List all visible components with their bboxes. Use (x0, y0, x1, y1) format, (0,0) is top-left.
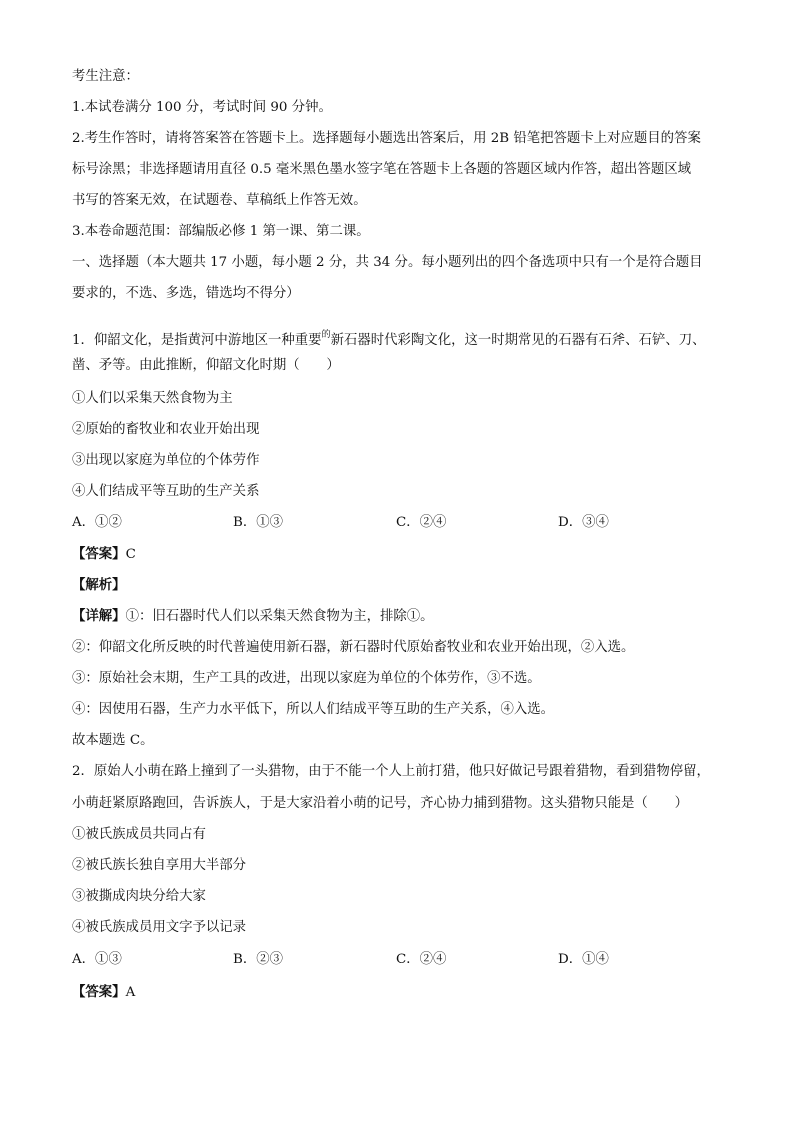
notice-item-2-line-2: 标号涂黑；非选择题请用直径 0.5 毫米黑色墨水签字笔在答题卡上各题的答题区域内作答，超出答题区域 (72, 162, 691, 177)
question-2-option-a: A．①③ (72, 952, 122, 967)
notice-title: 考生注意： (72, 69, 139, 84)
question-1-detail-4: ④：因使用石器，生产力水平低下，所以人们结成平等互助的生产关系，④入选。 (72, 702, 555, 717)
question-1-option-b: B．①③ (233, 515, 284, 530)
answer-label: 【答案】 (72, 984, 126, 1000)
answer-value: C (125, 547, 136, 562)
question-1-statement-2: ②原始的畜牧业和农业开始出现 (72, 422, 260, 437)
question-1-answer (72, 544, 734, 565)
notice-item-1: 1.本试卷满分 100 分，考试时间 90 分钟。 (72, 100, 332, 115)
detail-text-1: ①：旧石器时代人们以采集天然食物为主，排除①。 (125, 609, 434, 624)
question-2-statement-3: ③被撕成肉块分给大家 (72, 889, 206, 904)
question-2-option-b: B．②③ (233, 952, 284, 967)
notice-item-2-line-1: 2.考生作答时，请将答案答在答题卡上。选择题每小题选出答案后，用 2B 铅笔把答题卡上对应题目的答案 (72, 131, 701, 146)
question-1-stem-superscript: 的 (321, 330, 331, 340)
answer-label: 【答案】 (72, 546, 126, 562)
question-1-conclusion: 故本题选 C。 (72, 733, 154, 748)
question-2-option-c: C．②④ (396, 952, 447, 967)
section-heading-line-2: 要求的，不选、多选，错选均不得分） (72, 286, 300, 301)
question-1-detail-1 (72, 606, 734, 627)
question-1-statement-4: ④人们结成平等互助的生产关系 (72, 484, 260, 499)
notice-item-3: 3.本卷命题范围：部编版必修 1 第一课、第二课。 (72, 224, 370, 239)
analysis-label: 【解析】 (72, 577, 126, 593)
question-1-stem-line-2: 凿、矛等。由此推断，仰韶文化时期（ ） (72, 358, 340, 373)
question-1-detail-3: ③：原始社会末期，生产工具的改进，出现以家庭为单位的个体劳作，③不选。 (72, 671, 541, 686)
question-1-option-a: A．①② (72, 515, 122, 530)
question-2-statement-4: ④被氏族成员用文字予以记录 (72, 920, 247, 935)
question-1-analysis-label (72, 575, 734, 596)
question-1-stem-line-1 (72, 325, 734, 351)
answer-value: A (125, 985, 136, 1000)
question-2-statement-2: ②被氏族长独自享用大半部分 (72, 858, 247, 873)
question-2-option-d: D．①④ (558, 952, 609, 967)
question-1-statement-1: ①人们以采集天然食物为主 (72, 391, 233, 406)
section-heading-line-1: 一、选择题（本大题共 17 小题，每小题 2 分，共 34 分。每小题列出的四个备选项中只有一个是符合题目 (72, 255, 703, 270)
question-1-detail-2: ②：仰韶文化所反映的时代普遍使用新石器，新石器时代原始畜牧业和农业开始出现，②入选。 (72, 640, 635, 655)
question-1-stem-part-b: 新石器时代彩陶文化，这一时期常见的石器有石斧、石铲、刀、 (330, 333, 706, 348)
question-2-statement-1: ①被氏族成员共同占有 (72, 827, 206, 842)
question-1-stem-part-a: 1．仰韶文化，是指黄河中游地区一种重要 (72, 333, 322, 348)
question-1-option-c: C．②④ (396, 515, 447, 530)
question-2-stem-line-2: 小萌赶紧原路跑回，告诉族人，于是大家沿着小萌的记号，齐心协力捕到猎物。这头猎物只能是（ ） (72, 796, 688, 811)
question-2-stem-line-1: 2．原始人小萌在路上撞到了一头猎物，由于不能一个人上前打猎，他只好做记号跟着猎物，看到猎物停留， (72, 764, 710, 779)
detail-label: 【详解】 (72, 608, 126, 624)
question-2-answer (72, 982, 734, 1003)
question-1-option-d: D．③④ (558, 515, 609, 530)
notice-item-2-line-3: 书写的答案无效，在试题卷、草稿纸上作答无效。 (72, 193, 367, 208)
question-1-statement-3: ③出现以家庭为单位的个体劳作 (72, 453, 260, 468)
